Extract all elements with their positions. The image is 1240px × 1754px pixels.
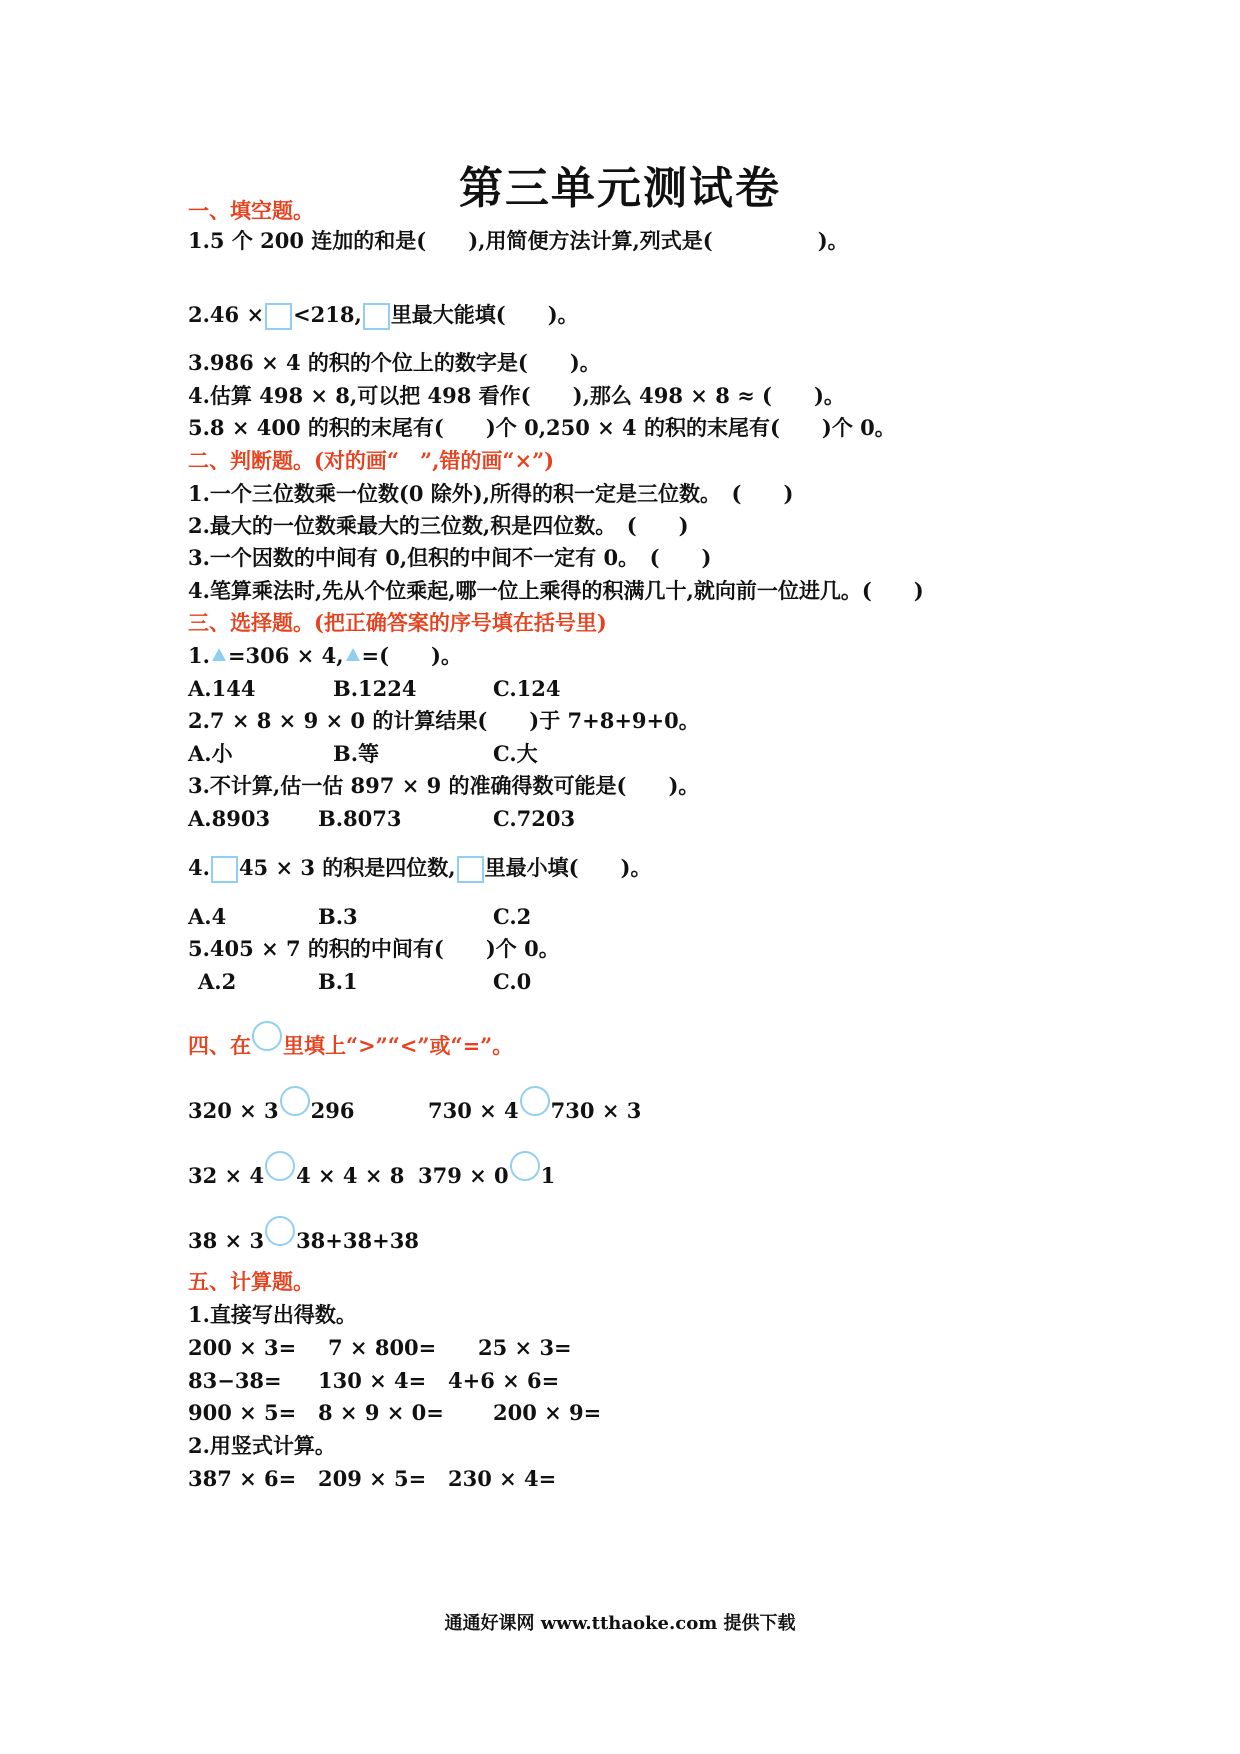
s3-question-5: 5.405 × 7 的积的中间有( )个 0。: [188, 936, 560, 961]
s3-q3-option-b: B.8073: [318, 806, 402, 831]
compare-right: 4 × 4 × 8: [296, 1163, 405, 1188]
s3-q1-option-c: C.124: [493, 676, 561, 701]
s3-question-2: 2.7 × 8 × 9 × 0 的计算结果( )于 7+8+9+0。: [188, 708, 700, 733]
compare-right: 730 × 3: [550, 1098, 642, 1123]
compare-item: [188, 1216, 419, 1254]
compare-circle[interactable]: [265, 1216, 295, 1246]
s3-q4-option-a: A.4: [188, 904, 227, 929]
s3-q1-part-c: =( )。: [361, 643, 462, 668]
s3-q4-part-a: 4.: [188, 855, 210, 880]
compare-circle[interactable]: [265, 1151, 295, 1181]
s3-q1-part-a: 1.: [188, 643, 210, 668]
s3-q3-option-c: C.7203: [493, 806, 576, 831]
s3-q5-option-c: C.0: [493, 969, 532, 994]
calc-item: 200 × 9=: [493, 1400, 602, 1425]
compare-item: [188, 1086, 355, 1124]
calc-item: 7 × 800=: [328, 1335, 437, 1360]
compare-circle[interactable]: [520, 1086, 550, 1116]
s1-question-2: [188, 302, 579, 330]
triangle-icon: [212, 648, 226, 661]
s3-q1-option-a: A.144: [188, 676, 256, 701]
s4-heading-part-a: 四、在: [188, 1033, 251, 1058]
compare-item: [428, 1086, 641, 1124]
s4-heading-part-b: 里填上“>”“<”或“=”。: [283, 1033, 514, 1058]
s3-q5-option-a: A.2: [198, 969, 237, 994]
s3-q1-option-b: B.1224: [333, 676, 417, 701]
s3-q4-part-c: 里最小填( )。: [484, 855, 652, 880]
answer-box[interactable]: [265, 303, 292, 330]
s3-q4-part-b: 45 × 3 的积是四位数,: [238, 855, 456, 880]
s3-q2-option-a: A.小: [188, 741, 233, 766]
section-3-heading: 三、选择题。(把正确答案的序号填在括号里): [188, 610, 607, 635]
compare-left: 320 × 3: [188, 1098, 279, 1123]
calc-item: 130 × 4=: [318, 1368, 427, 1393]
answer-box[interactable]: [363, 303, 390, 330]
answer-box[interactable]: [457, 856, 484, 883]
s1-question-5: 5.8 × 400 的积的末尾有( )个 0,250 × 4 的积的末尾有( )个 0。: [188, 415, 896, 440]
s3-question-1: [188, 643, 462, 669]
triangle-icon: [346, 648, 360, 661]
s5-subheading-2: 2.用竖式计算。: [188, 1433, 336, 1458]
s3-q3-option-a: A.8903: [188, 806, 271, 831]
calc-item: 230 × 4=: [448, 1466, 557, 1491]
page-title: 第三单元测试卷: [459, 163, 781, 214]
compare-circle[interactable]: [510, 1151, 540, 1181]
calc-item: 4+6 × 6=: [448, 1368, 560, 1393]
s2-question-4: 4.笔算乘法时,先从个位乘起,哪一位上乘得的积满几十,就向前一位进几。( ): [188, 578, 924, 603]
section-2-heading: 二、判断题。(对的画“ ”,错的画“×”): [188, 448, 555, 473]
s2-question-3: 3.一个因数的中间有 0,但积的中间不一定有 0。 ( ): [188, 545, 712, 570]
compare-right: 296: [310, 1098, 355, 1123]
section-4-heading: [188, 1021, 513, 1059]
calc-item: 209 × 5=: [318, 1466, 427, 1491]
compare-circle[interactable]: [280, 1086, 310, 1116]
compare-item: [188, 1151, 404, 1189]
s2-question-1: 1.一个三位数乘一位数(0 除外),所得的积一定是三位数。 ( ): [188, 481, 794, 506]
calc-item: 900 × 5=: [188, 1400, 297, 1425]
compare-left: 379 × 0: [418, 1163, 509, 1188]
s3-question-3: 3.不计算,估一估 897 × 9 的准确得数可能是( )。: [188, 773, 700, 798]
s3-q2-option-c: C.大: [493, 741, 538, 766]
s3-q4-option-b: B.3: [318, 904, 358, 929]
s3-q5-option-b: B.1: [318, 969, 358, 994]
section-5-heading: 五、计算题。: [188, 1269, 314, 1294]
s1-question-4: 4.估算 498 × 8,可以把 498 看作( ),那么 498 × 8 ≈ ( )。: [188, 383, 845, 408]
s3-q4-option-c: C.2: [493, 904, 532, 929]
s3-q2-option-b: B.等: [333, 741, 380, 766]
s1-q2-part-a: 2.46 ×: [188, 302, 265, 327]
s3-q1-part-b: =306 × 4,: [227, 643, 344, 668]
calc-item: 8 × 9 × 0=: [318, 1400, 444, 1425]
s1-q2-part-b: <218,: [293, 302, 362, 327]
s1-q2-part-c: 里最大能填( )。: [390, 302, 579, 327]
s3-question-4: [188, 855, 652, 883]
footer-source: 通通好课网 www.tthaoke.com 提供下载: [444, 1613, 796, 1634]
compare-left: 730 × 4: [428, 1098, 519, 1123]
s1-question-1: 1.5 个 200 连加的和是( ),用简便方法计算,列式是( )。: [188, 228, 849, 253]
calc-item: 83−38=: [188, 1368, 282, 1393]
s5-subheading-1: 1.直接写出得数。: [188, 1302, 357, 1327]
calc-item: 25 × 3=: [478, 1335, 572, 1360]
s2-question-2: 2.最大的一位数乘最大的三位数,积是四位数。 ( ): [188, 513, 689, 538]
compare-item: [418, 1151, 555, 1189]
section-1-heading: 一、填空题。: [188, 198, 314, 223]
compare-right: 1: [540, 1163, 556, 1188]
calc-item: 387 × 6=: [188, 1466, 297, 1491]
s1-question-3: 3.986 × 4 的积的个位上的数字是( )。: [188, 350, 601, 375]
compare-left: 32 × 4: [188, 1163, 265, 1188]
compare-left: 38 × 3: [188, 1228, 265, 1253]
circle-icon: [252, 1021, 282, 1051]
calc-item: 200 × 3=: [188, 1335, 297, 1360]
compare-right: 38+38+38: [296, 1228, 419, 1253]
answer-box[interactable]: [211, 856, 238, 883]
